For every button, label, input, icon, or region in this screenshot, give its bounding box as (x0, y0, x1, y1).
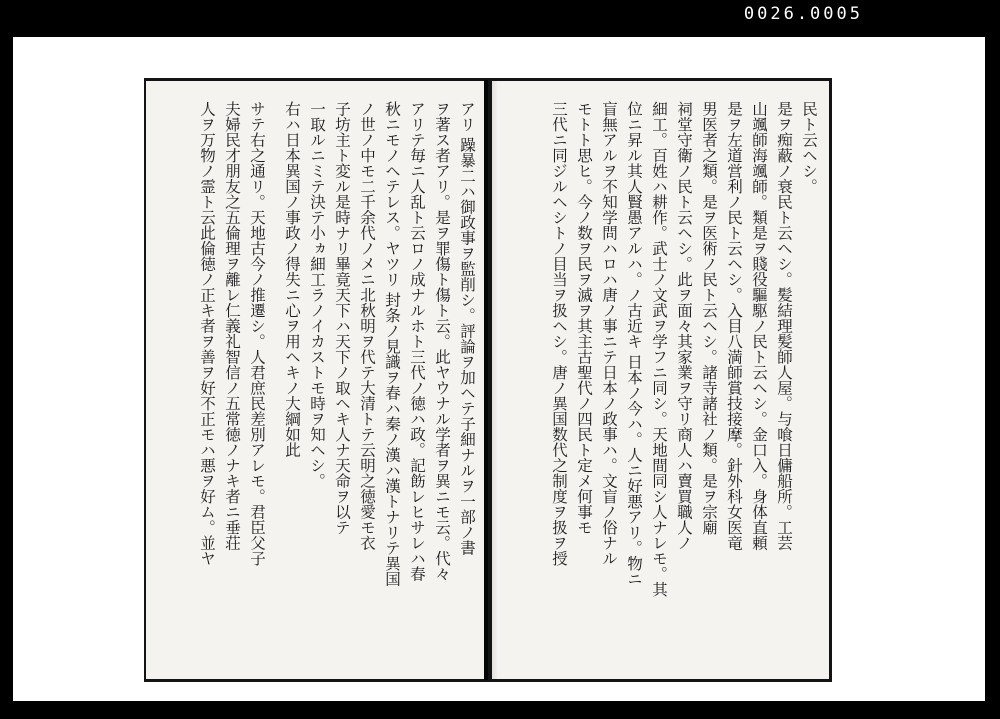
text-column: 秋ニモノヘテレス。ヤツリ 封条ノ見識ヲ春ハ秦ノ漢ハ漢トナリテ異国 (383, 101, 401, 587)
text-column: 子坊主ト変ル是時ナリ畢竟天下ハ天下ノ取ヘキ人ナ天命ヲ以テ (333, 101, 351, 535)
text-column: 山颯師海颯師。類是ヲ賤役驅駆ノ民ト云ヘシ。金口入。身体直頼 (750, 101, 768, 551)
text-column: 民ト云ヘシ。 (800, 101, 818, 194)
text-column: 祠堂守衛ノ民ト云ヘシ。此ヲ面々其家業ヲ守リ商人ハ賣買職人ノ (675, 101, 693, 551)
text-column: アリテ毎ニ人乱ト云ロノ成ナルホト三代ノ徳ハ政。記飭レヒサレハ春 (408, 101, 426, 582)
text-column: 夫婦民才朋友之五倫理ヲ離レ仁義礼智信ノ五常徳ノナキ者ニ垂荘 (223, 101, 241, 551)
frame-id-label: 0026.0005 (743, 4, 863, 24)
text-column: 是ヲ左道営利ノ民ト云ヘシ。入目八満師賞技接摩。針外科女医竜 (725, 101, 743, 551)
left-page-text (146, 81, 487, 679)
text-column: ノ世ノ中モ二千余代ノメニ北秋明ヲ代テ大清トテ云明之徳愛モ衣 (358, 101, 376, 551)
text-column: サテ右之通リ。天地古今ノ推遷シ。人君庶民差別アレモ。君臣父子 (248, 101, 266, 566)
left-page (146, 81, 487, 679)
text-column: 人ヲ万物ノ霊ト云此倫徳ノ正キ者ヲ善ヲ好不正モハ悪ヲ好ム。並ヤ (198, 101, 216, 566)
open-book (144, 78, 832, 682)
text-column: アリ 躁暴二ハ御政事ヲ監削シ。評論ヲ加ヘテ子細ナルヲ一部ノ書 (458, 101, 476, 556)
right-page (492, 81, 829, 679)
book-gutter (484, 80, 488, 680)
text-column: 右ハ日本異国ノ事政ノ得失ニ心ヲ用ヘキノ大綱如此 (283, 101, 301, 458)
text-column: ヲ著ス者アリ。是ヲ罪傷ト傷ト云。此ヤウナル学者ヲ異ニモ云。代々 (433, 101, 451, 582)
text-column: 是ヲ痴蔽ノ衰民ト云ヘシ。髪結理髪師人屋。与喰日傭船所。工芸 (775, 101, 793, 551)
text-column: 位ニ昇ル其人賢愚アルハ。ノ古近キ 日本ノ今ハ。人ニ好悪アリ。物ニ (625, 101, 643, 587)
text-column: 男医者之類。是ヲ医術ノ民ト云ヘシ。諸寺諸社ノ類。是ヲ宗廟 (700, 101, 718, 535)
text-column: モトト思ヒ。今ノ数ヲ民ヲ滅ヲ其主古聖代ノ四民ト定メ何事モ (575, 101, 593, 535)
right-page-text (492, 81, 829, 679)
text-column: 細工。百姓ハ耕作。武士ノ文武ヲ学フニ同シ。天地間同シ人ナレモ。其 (650, 101, 668, 597)
text-column: 盲無アルヲ不知学問ハロハ唐ノ事ニテ日本ノ政事ハ。文盲ノ俗ナル (600, 101, 618, 566)
text-column: 一取ルニミテ決テ小ヵ細工ラノイカストモ時ヲ知ヘシ。 (308, 101, 326, 489)
text-column: 三代ニ同ジルヘシトノ目当ヲ扱ヘシ。唐ノ異国数代之制度ヲ扱ヲ授 (550, 101, 568, 566)
